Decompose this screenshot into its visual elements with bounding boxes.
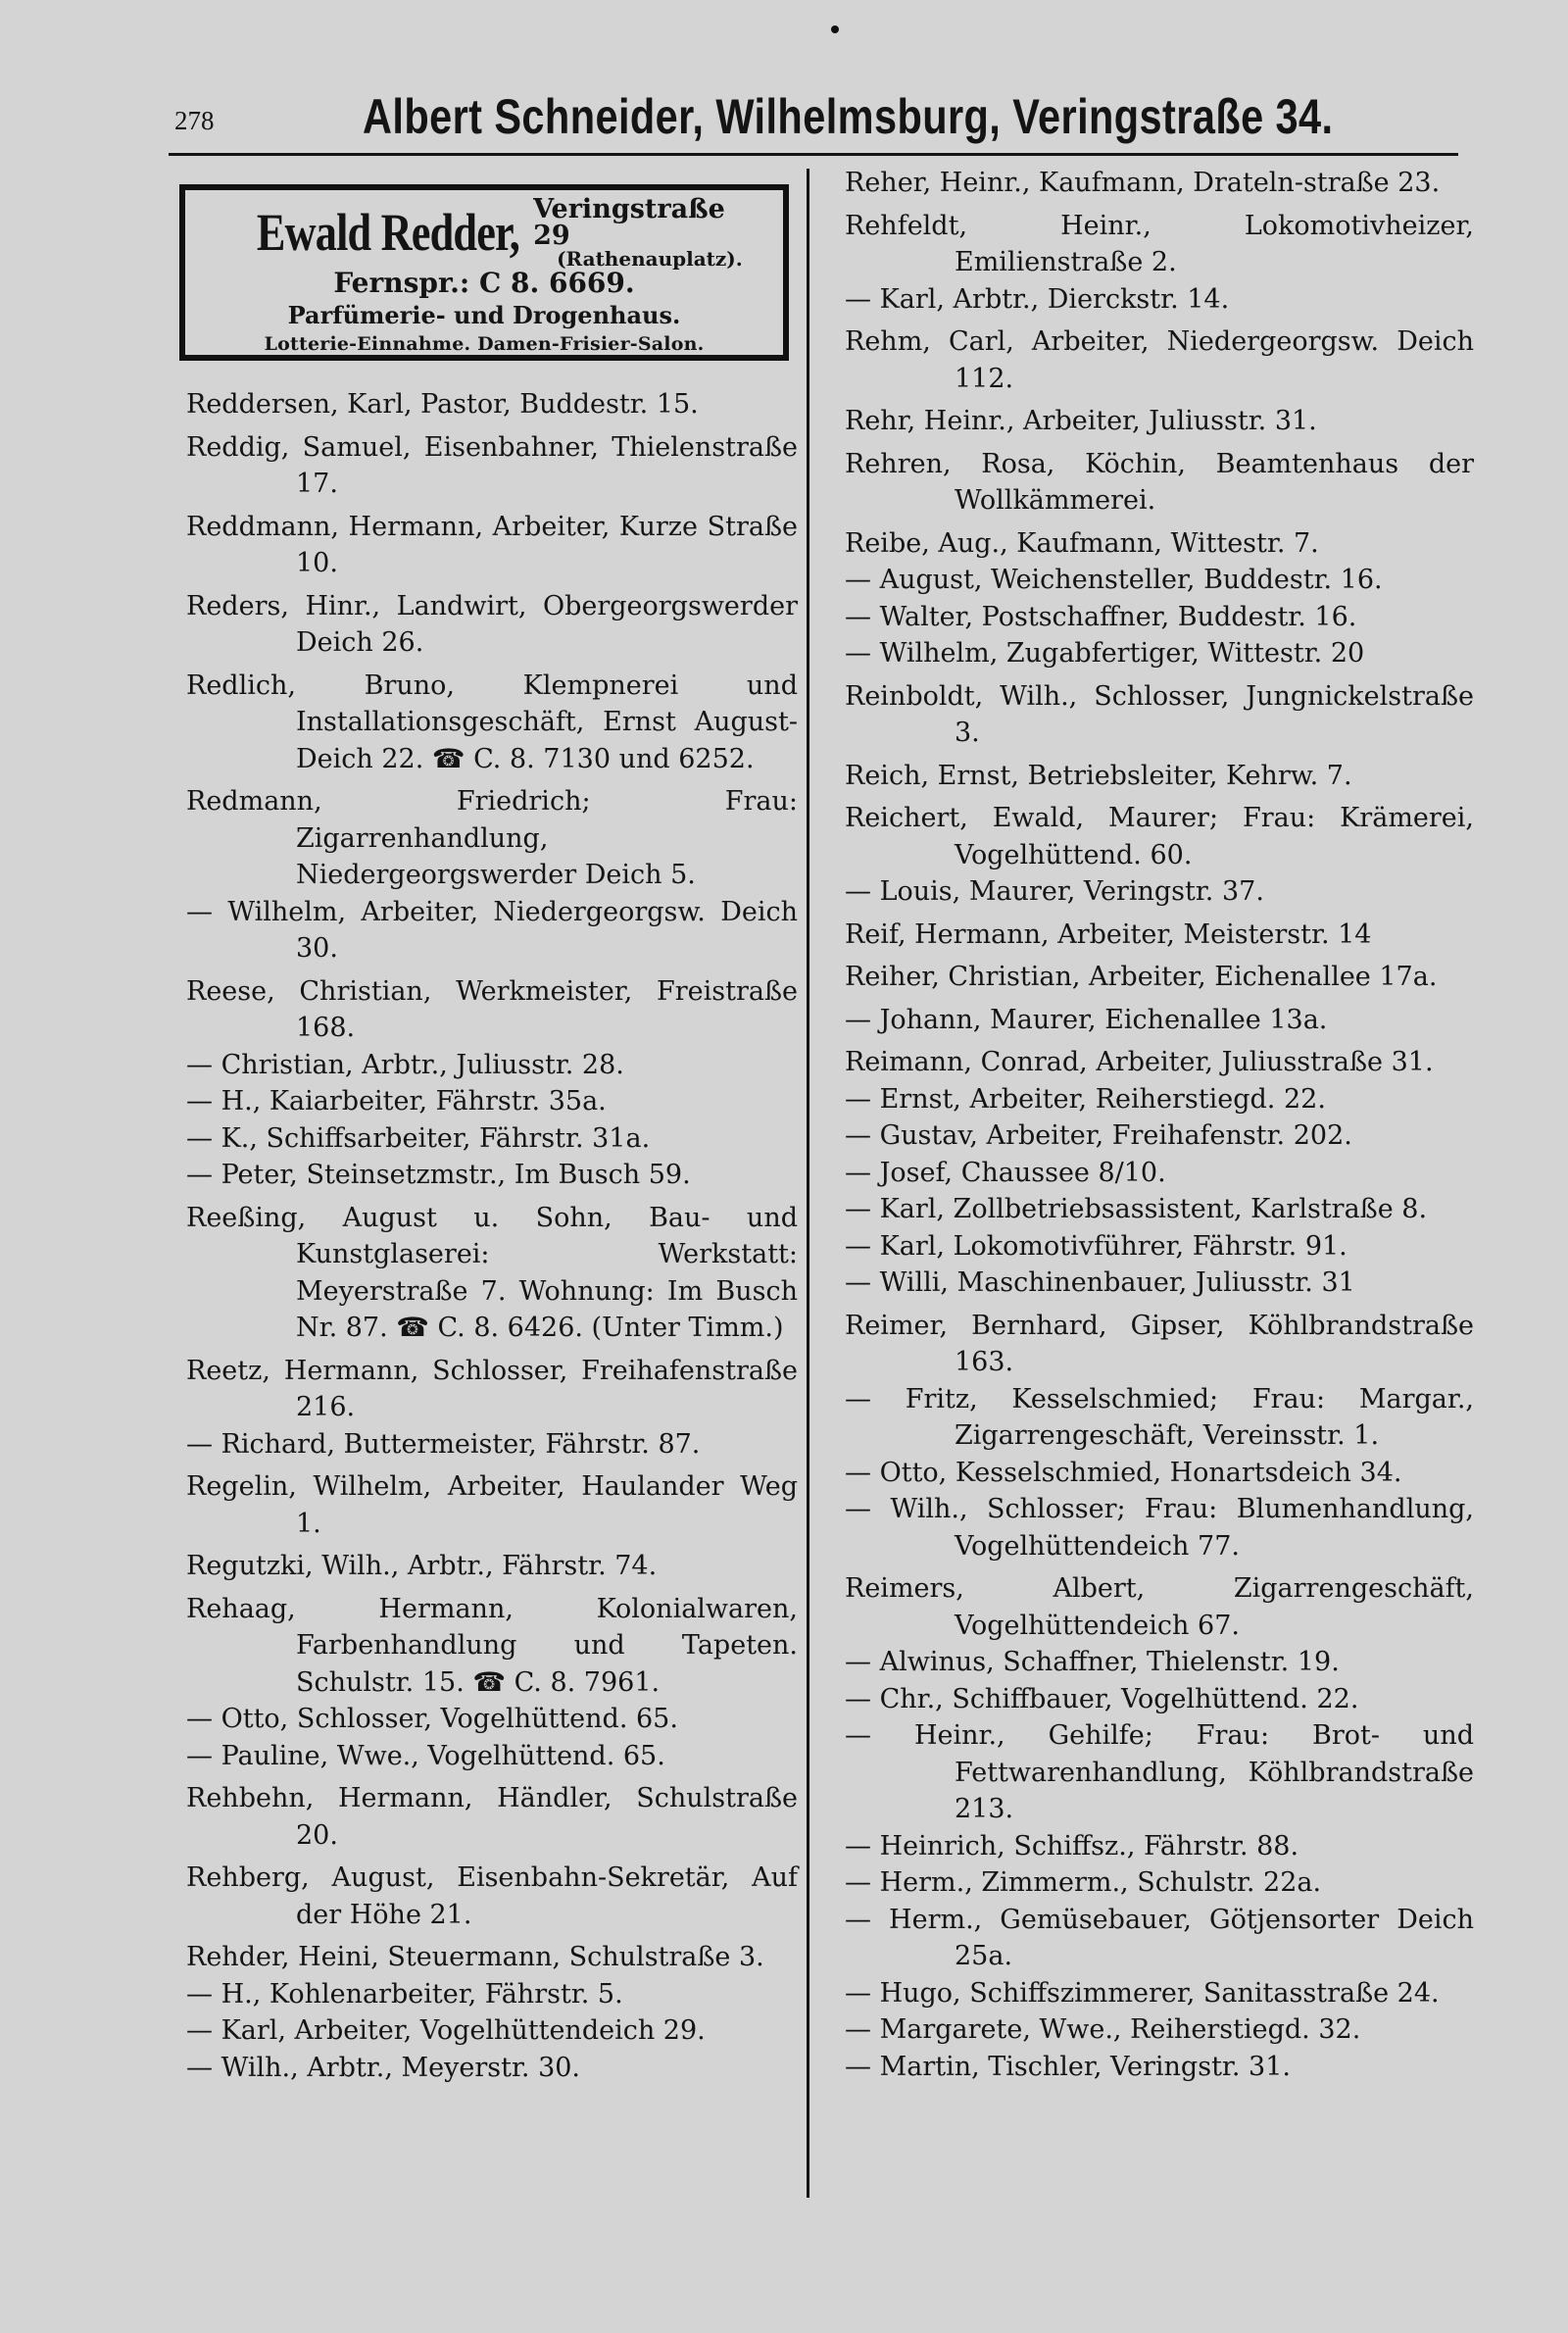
left-column — [186, 386, 798, 2086]
directory-entry: Rehaag, Hermann, Kolonialwaren, Farbenhandlung und Tapeten. Schulstr. 15. ☎ C. 8. 7961. — [186, 1593, 798, 1698]
directory-entry: — Margarete, Wwe., Reiherstiegd. 32. — [845, 2014, 1361, 2045]
header-rule — [169, 153, 1458, 156]
directory-entry: Rehm, Carl, Arbeiter, Niedergeorgsw. Deich 112. — [845, 326, 1474, 394]
directory-entry: — Pauline, Wwe., Vogelhüttend. 65. — [186, 1740, 665, 1771]
directory-entry: — August, Weichensteller, Buddestr. 16. — [845, 565, 1383, 595]
directory-entry: — Gustav, Arbeiter, Freihafenstr. 202. — [845, 1120, 1352, 1151]
directory-entry: — Heinr., Gehilfe; Frau: Brot- und Fettwarenhandlung, Köhlbrandstraße 213. — [845, 1720, 1474, 1824]
directory-entry: Rehren, Rosa, Köchin, Beamtenhaus der Wollkämmerei. — [845, 448, 1474, 516]
directory-entry: Reimers, Albert, Zigarrengeschäft, Vogelhüttendeich 67. — [845, 1573, 1474, 1641]
directory-entry: Reddmann, Hermann, Arbeiter, Kurze Straße 10. — [186, 511, 798, 578]
directory-entry: Reders, Hinr., Landwirt, Obergeorgswerder Deich 26. — [186, 590, 798, 658]
directory-entry: Regutzki, Wilh., Arbtr., Fährstr. 74. — [186, 1551, 658, 1581]
directory-entry: Reher, Heinr., Kaufmann, Drateln-straße 23. — [845, 168, 1441, 198]
directory-entry: — Karl, Zollbetriebsassistent, Karlstraße 8. — [845, 1194, 1428, 1224]
page-number: 278 — [174, 106, 215, 135]
directory-entry: Reimer, Bernhard, Gipser, Köhlbrandstraße 163. — [845, 1310, 1474, 1377]
directory-entry: Rehder, Heini, Steuermann, Schulstraße 3. — [186, 1942, 764, 1972]
directory-entry: Rehbehn, Hermann, Händler, Schulstraße 20. — [186, 1783, 798, 1851]
directory-entry: — Wilhelm, Zugabfertiger, Wittestr. 20 — [845, 638, 1365, 669]
directory-entry: — Otto, Schlosser, Vogelhüttend. 65. — [186, 1704, 678, 1734]
directory-entry: Reeßing, August u. Sohn, Bau- und Kunstglaserei: Werkstatt: Meyerstraße 7. Wohnung: Im Busch Nr. 87. ☎ C. 8. 6426. (Unter Timm.) — [186, 1202, 798, 1343]
directory-entry: — Walter, Postschaffner, Buddestr. 16. — [845, 601, 1357, 632]
directory-entry: — Otto, Kesselschmied, Honartsdeich 34. — [845, 1457, 1402, 1488]
ad-address-place: (Rathenauplatz). — [557, 247, 743, 271]
directory-entry: Reibe, Aug., Kaufmann, Wittestr. 7. — [845, 527, 1319, 559]
directory-entry: Regelin, Wilhelm, Arbeiter, Haulander Weg 1. — [186, 1471, 798, 1539]
directory-entry: — Chr., Schiffbauer, Vogelhüttend. 22. — [845, 1683, 1359, 1714]
directory-entry: — K., Schiffsarbeiter, Fährstr. 31a. — [186, 1122, 651, 1154]
directory-entry: — Johann, Maurer, Eichenallee 13a. — [845, 1004, 1328, 1035]
directory-entry: — Hugo, Schiffszimmerer, Sanitasstraße 24. — [845, 1977, 1440, 2009]
directory-entry: Redlich, Bruno, Klempnerei und Installationsgeschäft, Ernst August-Deich 22. ☎ C. 8. 7130 und 6252. — [186, 670, 798, 774]
ink-dot — [831, 25, 839, 33]
directory-entry: Redmann, Friedrich; Frau: Zigarrenhandlung, Niedergeorgswerder Deich 5. — [186, 786, 798, 890]
directory-entry: Reich, Ernst, Betriebsleiter, Kehrw. 7. — [845, 760, 1352, 791]
directory-entry: Reddig, Samuel, Eisenbahner, Thielenstraße 17. — [186, 431, 798, 499]
advertisement-box — [179, 184, 789, 361]
directory-entry: — Karl, Arbtr., Dierckstr. 14. — [845, 283, 1230, 315]
directory-entry: Reetz, Hermann, Schlosser, Freihafenstraße 216. — [186, 1355, 798, 1422]
ad-address — [533, 196, 769, 269]
directory-entry: — Karl, Arbeiter, Vogelhüttendeich 29. — [186, 2015, 706, 2046]
column-divider — [807, 169, 809, 2198]
directory-entry: — Wilh., Arbtr., Meyerstr. 30. — [186, 2052, 581, 2083]
ad-business-name: Ewald Redder, — [256, 203, 520, 262]
ad-address-street: Veringstraße 29 — [533, 194, 725, 251]
directory-entry: — H., Kaiarbeiter, Fährstr. 35a. — [186, 1086, 607, 1117]
directory-entry: Reese, Christian, Werkmeister, Freistraße 168. — [186, 975, 798, 1043]
directory-entry: — Wilhelm, Arbeiter, Niedergeorgsw. Deich 30. — [186, 896, 798, 964]
directory-entry: — Ernst, Arbeiter, Reiherstiegd. 22. — [845, 1083, 1326, 1115]
directory-entry: — Willi, Maschinenbauer, Juliusstr. 31 — [845, 1267, 1355, 1298]
directory-entry: — Herm., Zimmerm., Schulstr. 22a. — [845, 1867, 1322, 1898]
directory-entry: Reif, Hermann, Arbeiter, Meisterstr. 14 — [845, 918, 1372, 950]
ad-headline — [199, 196, 769, 269]
directory-entry: Reichert, Ewald, Maurer; Frau: Krämerei, Vogelhüttend. 60. — [845, 803, 1474, 870]
directory-entry: Rehr, Heinr., Arbeiter, Juliusstr. 31. — [845, 406, 1317, 436]
directory-entry: — Martin, Tischler, Veringstr. 31. — [845, 2051, 1291, 2082]
running-head: Albert Schneider, Wilhelmsburg, Veringstraße 34. — [363, 89, 1334, 144]
directory-entry: — Josef, Chaussee 8/10. — [845, 1157, 1166, 1188]
directory-entry: — Peter, Steinsetzmstr., Im Busch 59. — [186, 1160, 691, 1190]
directory-entry: — Christian, Arbtr., Juliusstr. 28. — [186, 1049, 624, 1080]
directory-entry: Rehberg, August, Eisenbahn-Sekretär, Auf der Höhe 21. — [186, 1862, 798, 1930]
ad-trade: Parfümerie- und Drogenhaus. — [287, 301, 681, 329]
directory-entry: — Herm., Gemüsebauer, Götjensorter Deich 25a. — [845, 1904, 1474, 1971]
directory-entry: Reinboldt, Wilh., Schlosser, Jungnickelstraße 3. — [845, 680, 1474, 748]
directory-entry: — Heinrich, Schiffsz., Fährstr. 88. — [845, 1830, 1299, 1861]
directory-entry: — Richard, Buttermeister, Fährstr. 87. — [186, 1428, 701, 1460]
directory-entry: Reiher, Christian, Arbeiter, Eichenallee 17a. — [845, 962, 1438, 992]
directory-entry: — Karl, Lokomotivführer, Fährstr. 91. — [845, 1230, 1348, 1262]
directory-entry: — H., Kohlenarbeiter, Fährstr. 5. — [186, 1978, 623, 2010]
ad-phone: Fernspr.: C 8. 6669. — [333, 267, 635, 299]
directory-entry: Reimann, Conrad, Arbeiter, Juliusstraße 31. — [845, 1047, 1434, 1077]
directory-entry: Rehfeldt, Heinr., Lokomotivheizer, Emilienstraße 2. — [845, 210, 1474, 277]
directory-entry: — Louis, Maurer, Veringstr. 37. — [845, 876, 1264, 907]
directory-entry: Reddersen, Karl, Pastor, Buddestr. 15. — [186, 389, 699, 420]
right-column — [845, 165, 1474, 2085]
ad-extra: Lotterie-Einnahme. Damen-Frisier-Salon. — [264, 333, 705, 355]
directory-entry: — Fritz, Kesselschmied; Frau: Margar., Zigarrengeschäft, Vereinsstr. 1. — [845, 1383, 1474, 1451]
directory-entry: — Alwinus, Schaffner, Thielenstr. 19. — [845, 1647, 1340, 1677]
directory-entry: — Wilh., Schlosser; Frau: Blumenhandlung, Vogelhüttendeich 77. — [845, 1494, 1474, 1562]
